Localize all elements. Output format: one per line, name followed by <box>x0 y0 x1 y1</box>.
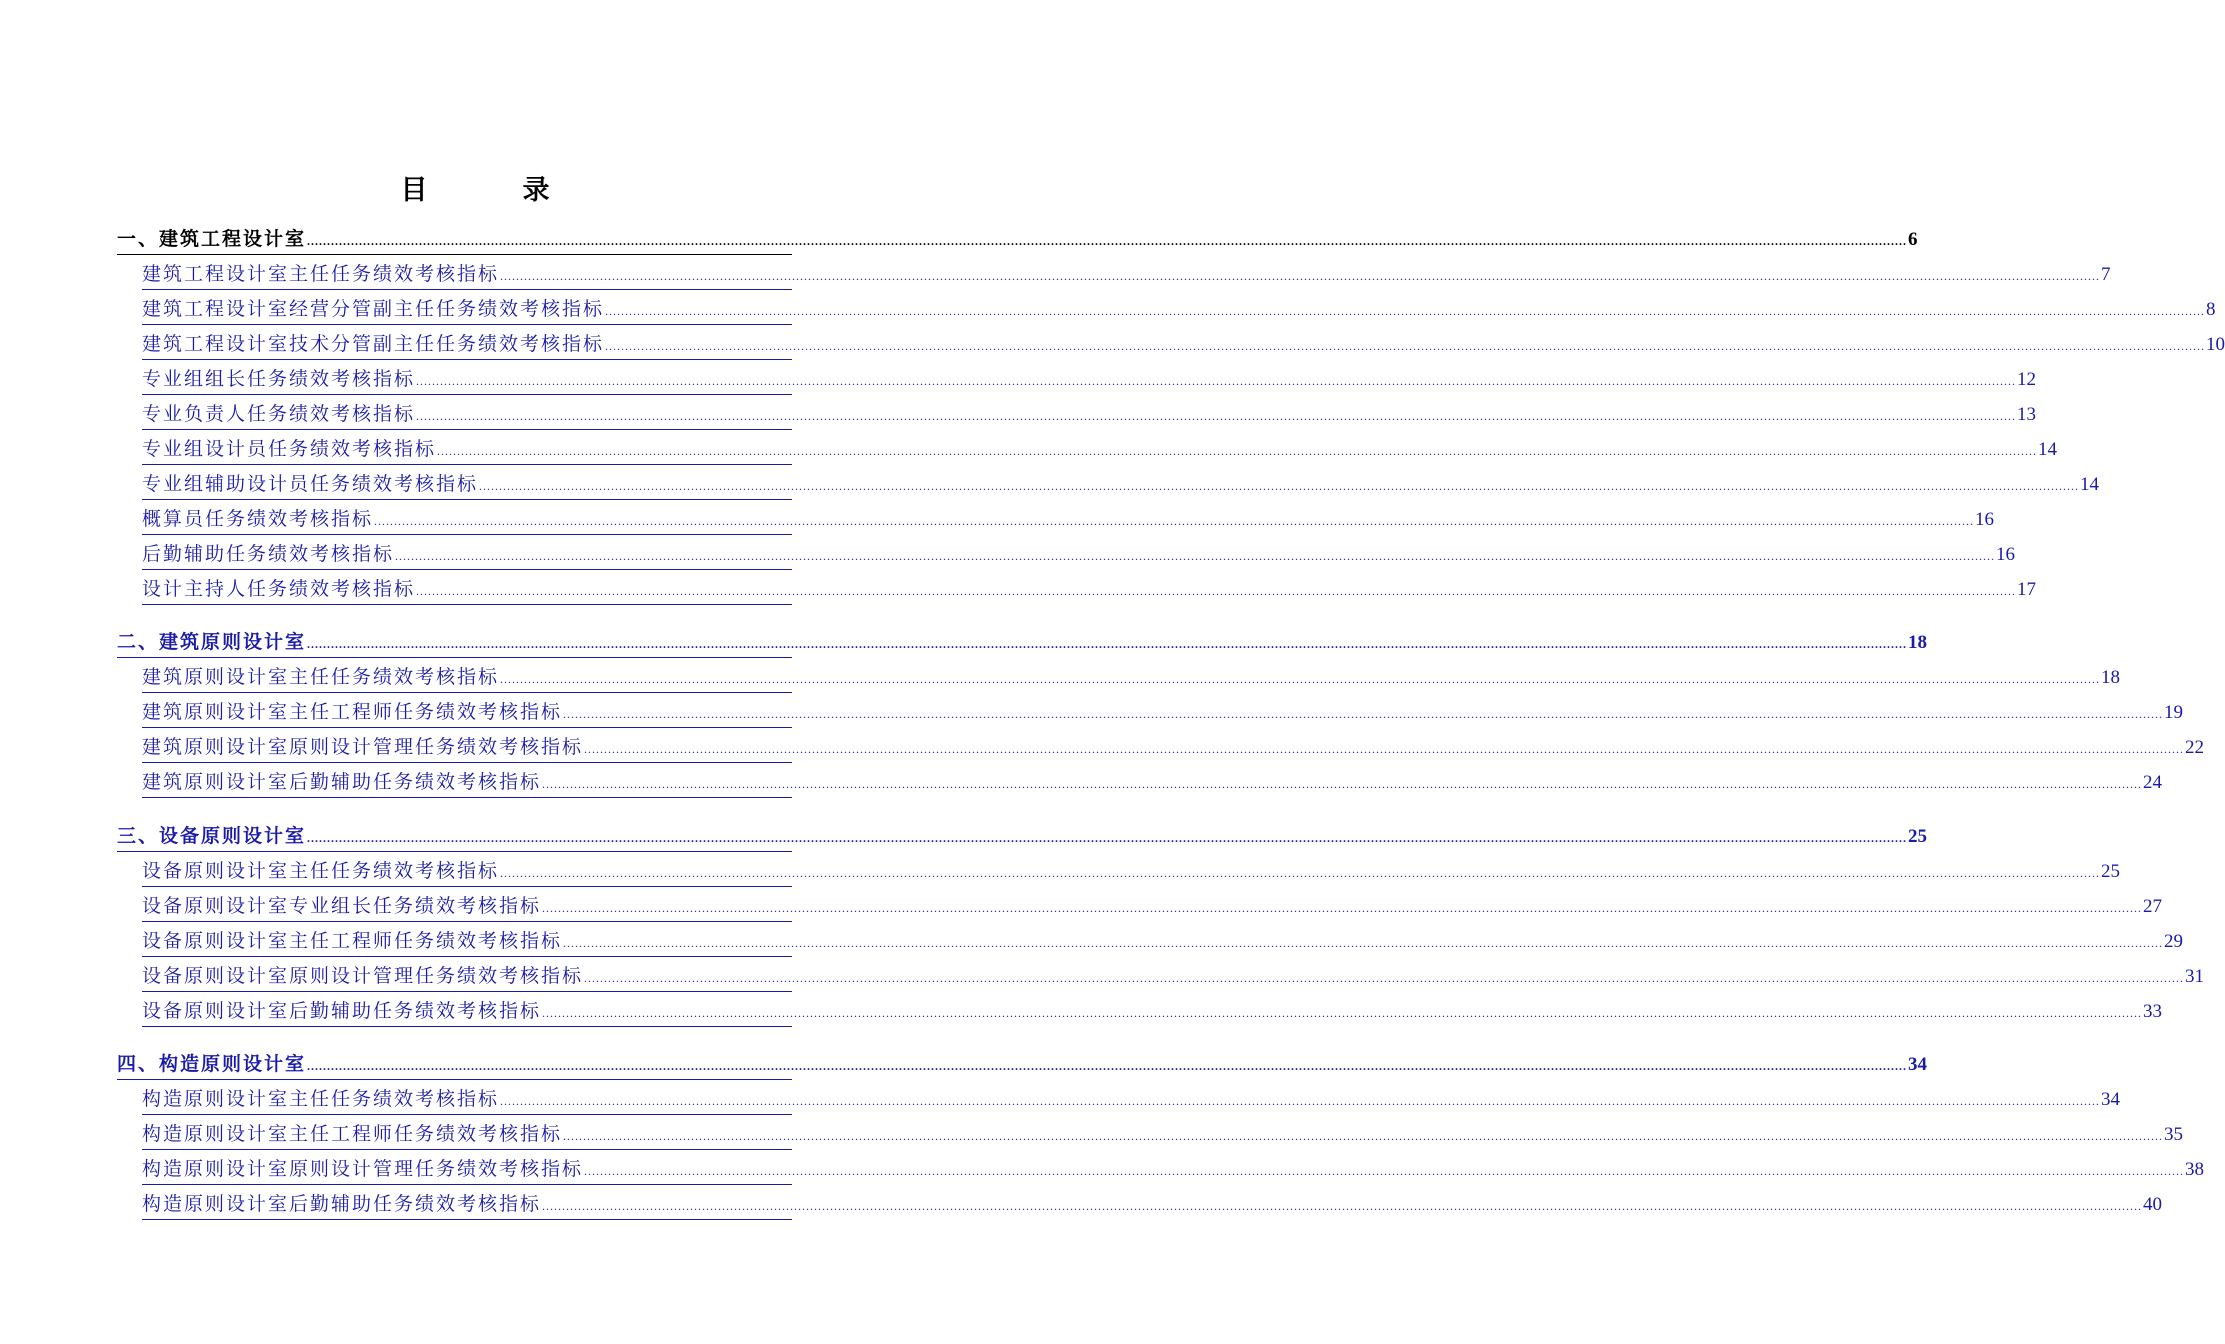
toc-entry-link[interactable] <box>142 364 2037 395</box>
toc-entry-link[interactable] <box>142 697 2184 728</box>
toc-entry-label: 概算员任务绩效考核指标 <box>142 508 374 530</box>
toc-leader-dots: ................................................................................................................................................................................................................................................................................................................................................................................................................ <box>307 1059 1908 1073</box>
toc-page-number: 27 <box>2143 896 2163 917</box>
toc-page-number: 34 <box>2101 1089 2121 1110</box>
toc-entry-label: 建筑原则设计室后勤辅助任务绩效考核指标 <box>142 771 542 793</box>
toc-entry-link[interactable] <box>142 767 2163 798</box>
toc-entry-link[interactable] <box>142 469 2100 500</box>
toc-leader-dots: ................................................................................................................................................................................................................................................................................................................................................................................................................ <box>542 777 2143 791</box>
toc-page-number: 18 <box>1908 632 1928 653</box>
toc-leader-dots: ................................................................................................................................................................................................................................................................................................................................................................................................................ <box>307 831 1908 845</box>
toc-entry-link[interactable] <box>142 1084 2121 1115</box>
toc-page-number: 19 <box>2164 702 2184 723</box>
toc-leader-dots: ................................................................................................................................................................................................................................................................................................................................................................................................................ <box>584 971 2185 985</box>
toc-entry-label: 设备原则设计室后勤辅助任务绩效考核指标 <box>142 1000 542 1022</box>
toc-leader-dots: ................................................................................................................................................................................................................................................................................................................................................................................................................ <box>500 269 2101 283</box>
toc-entry-label: 三、设备原则设计室 <box>117 825 307 847</box>
toc-entry-label: 专业组组长任务绩效考核指标 <box>142 368 416 390</box>
toc-entry-label: 建筑工程设计室技术分管副主任任务绩效考核指标 <box>142 333 605 355</box>
toc-page-number: 25 <box>2101 861 2121 882</box>
toc-entry-label: 构造原则设计室后勤辅助任务绩效考核指标 <box>142 1193 542 1215</box>
toc-leader-dots: ................................................................................................................................................................................................................................................................................................................................................................................................................ <box>416 584 2017 598</box>
toc-leader-dots: ................................................................................................................................................................................................................................................................................................................................................................................................................ <box>563 1129 2164 1143</box>
toc-entry-link[interactable] <box>142 504 1995 535</box>
toc-leader-dots: ................................................................................................................................................................................................................................................................................................................................................................................................................ <box>307 234 1908 248</box>
toc-page-number: 40 <box>2143 1194 2163 1215</box>
toc-leader-dots: ................................................................................................................................................................................................................................................................................................................................................................................................................ <box>542 901 2143 915</box>
toc-leader-dots: ................................................................................................................................................................................................................................................................................................................................................................................................................ <box>584 742 2185 756</box>
toc-section-link[interactable] <box>117 1049 1928 1080</box>
toc-leader-dots: ................................................................................................................................................................................................................................................................................................................................................................................................................ <box>500 866 2101 880</box>
toc-leader-dots: ................................................................................................................................................................................................................................................................................................................................................................................................................ <box>307 637 1908 651</box>
toc-entry-label: 设备原则设计室原则设计管理任务绩效考核指标 <box>142 965 584 987</box>
toc-entry-label: 建筑原则设计室原则设计管理任务绩效考核指标 <box>142 736 584 758</box>
toc-section-link[interactable] <box>117 224 1918 255</box>
toc-page-number: 8 <box>2206 299 2216 320</box>
toc-page-number: 18 <box>2101 667 2121 688</box>
toc-entry-label: 建筑原则设计室主任任务绩效考核指标 <box>142 666 500 688</box>
toc-entry-link[interactable] <box>142 1154 2205 1185</box>
toc-entry-label: 设备原则设计室专业组长任务绩效考核指标 <box>142 895 542 917</box>
toc-entry-label: 后勤辅助任务绩效考核指标 <box>142 543 395 565</box>
toc-leader-dots: ................................................................................................................................................................................................................................................................................................................................................................................................................ <box>374 514 1975 528</box>
toc-leader-dots: ................................................................................................................................................................................................................................................................................................................................................................................................................ <box>563 936 2164 950</box>
toc-page-number: 16 <box>1996 544 2016 565</box>
toc-entry-link[interactable] <box>142 294 2216 325</box>
page-title: 目 录 <box>400 175 584 206</box>
toc-entry-label: 四、构造原则设计室 <box>117 1053 307 1075</box>
toc-leader-dots: ................................................................................................................................................................................................................................................................................................................................................................................................................ <box>605 339 2206 353</box>
toc-entry-link[interactable] <box>142 1189 2163 1220</box>
toc-page-number: 17 <box>2017 579 2037 600</box>
toc-leader-dots: ................................................................................................................................................................................................................................................................................................................................................................................................................ <box>605 304 2206 318</box>
toc-entry-label: 设计主持人任务绩效考核指标 <box>142 578 416 600</box>
toc-entry-label: 建筑原则设计室主任工程师任务绩效考核指标 <box>142 701 563 723</box>
toc-entry-link[interactable] <box>142 926 2184 957</box>
toc-page-number: 33 <box>2143 1001 2163 1022</box>
toc-page-number: 13 <box>2017 404 2037 425</box>
toc-page-number: 31 <box>2185 966 2205 987</box>
toc-entry-link[interactable] <box>142 662 2121 693</box>
toc-entry-link[interactable] <box>142 961 2205 992</box>
toc-entry-link[interactable] <box>142 574 2037 605</box>
toc-leader-dots: ................................................................................................................................................................................................................................................................................................................................................................................................................ <box>500 672 2101 686</box>
toc-entry-link[interactable] <box>142 434 2058 465</box>
toc-page-number: 16 <box>1975 509 1995 530</box>
toc-page-number: 29 <box>2164 931 2184 952</box>
toc-entry-link[interactable] <box>142 539 2016 570</box>
toc-entry-label: 建筑工程设计室经营分管副主任任务绩效考核指标 <box>142 298 605 320</box>
toc-leader-dots: ................................................................................................................................................................................................................................................................................................................................................................................................................ <box>416 409 2017 423</box>
toc-page-number: 14 <box>2038 439 2058 460</box>
toc-page-number: 10 <box>2206 334 2225 355</box>
toc-page-number: 35 <box>2164 1124 2184 1145</box>
toc-entry-label: 构造原则设计室主任工程师任务绩效考核指标 <box>142 1123 563 1145</box>
toc-entry-label: 建筑工程设计室主任任务绩效考核指标 <box>142 263 500 285</box>
toc-leader-dots: ................................................................................................................................................................................................................................................................................................................................................................................................................ <box>479 479 2080 493</box>
toc-entry-label: 专业负责人任务绩效考核指标 <box>142 403 416 425</box>
toc-entry-label: 专业组设计员任务绩效考核指标 <box>142 438 437 460</box>
toc-page-number: 24 <box>2143 772 2163 793</box>
toc-entry-link[interactable] <box>142 996 2163 1027</box>
toc-entry-link[interactable] <box>142 1119 2184 1150</box>
toc-entry-label: 二、建筑原则设计室 <box>117 631 307 653</box>
toc-page-number: 7 <box>2101 264 2111 285</box>
toc-entry-link[interactable] <box>142 856 2121 887</box>
toc-page-number: 12 <box>2017 369 2037 390</box>
toc-entry-link[interactable] <box>142 732 2205 763</box>
toc-entry-link[interactable] <box>142 259 2111 290</box>
toc-entry-label: 专业组辅助设计员任务绩效考核指标 <box>142 473 479 495</box>
toc-leader-dots: ................................................................................................................................................................................................................................................................................................................................................................................................................ <box>395 549 1996 563</box>
toc-leader-dots: ................................................................................................................................................................................................................................................................................................................................................................................................................ <box>542 1006 2143 1020</box>
toc-leader-dots: ................................................................................................................................................................................................................................................................................................................................................................................................................ <box>542 1199 2143 1213</box>
toc-page-number: 14 <box>2080 474 2100 495</box>
toc-leader-dots: ................................................................................................................................................................................................................................................................................................................................................................................................................ <box>437 444 2038 458</box>
toc-leader-dots: ................................................................................................................................................................................................................................................................................................................................................................................................................ <box>500 1094 2101 1108</box>
toc-leader-dots: ................................................................................................................................................................................................................................................................................................................................................................................................................ <box>416 374 2017 388</box>
toc-page-number: 34 <box>1908 1054 1928 1075</box>
toc-leader-dots: ................................................................................................................................................................................................................................................................................................................................................................................................................ <box>584 1164 2185 1178</box>
toc-entry-label: 设备原则设计室主任任务绩效考核指标 <box>142 860 500 882</box>
toc-entry-link[interactable] <box>142 329 2225 360</box>
toc-section-link[interactable] <box>117 627 1928 658</box>
toc-page-number: 6 <box>1908 229 1918 250</box>
toc-entry-label: 设备原则设计室主任工程师任务绩效考核指标 <box>142 930 563 952</box>
toc-entry-label: 构造原则设计室主任任务绩效考核指标 <box>142 1088 500 1110</box>
toc-entry-label: 构造原则设计室原则设计管理任务绩效考核指标 <box>142 1158 584 1180</box>
toc-page-number: 38 <box>2185 1159 2205 1180</box>
toc-leader-dots: ................................................................................................................................................................................................................................................................................................................................................................................................................ <box>563 707 2164 721</box>
toc-page-number: 25 <box>1908 826 1928 847</box>
toc-entry-link[interactable] <box>142 399 2037 430</box>
toc-section-link[interactable] <box>117 821 1928 852</box>
toc-entry-label: 一、建筑工程设计室 <box>117 228 307 250</box>
toc-entry-link[interactable] <box>142 891 2163 922</box>
toc-page-number: 22 <box>2185 737 2205 758</box>
